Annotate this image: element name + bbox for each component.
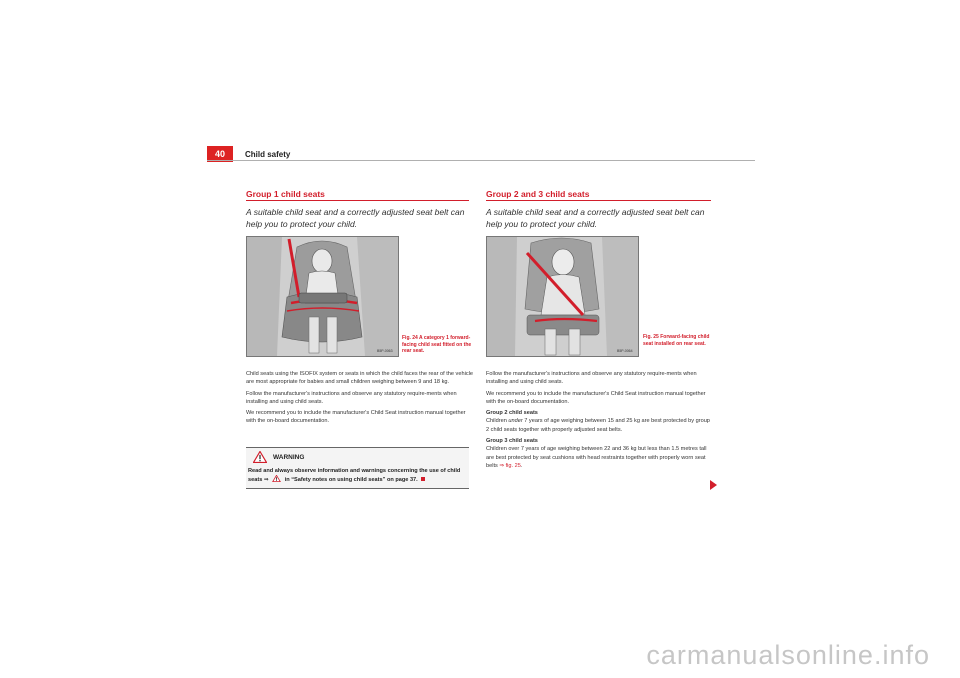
- page-number: 40: [207, 146, 233, 162]
- paragraph-group2: [486, 417, 714, 434]
- paragraph: Follow the manufacturer's instructions and observe any statutory require-ments when installing and using child seats.: [246, 390, 457, 405]
- booster-seat-illustration: [487, 237, 638, 356]
- subheading-group2: Group 2 child seats: [486, 410, 538, 417]
- section-heading-group1: Group 1 child seats: [246, 189, 325, 199]
- figure-25-caption: Fig. 25 Forward-facing child seat installed on rear seat.: [643, 334, 710, 347]
- figure-reference-link[interactable]: ⇒ fig. 25: [499, 462, 521, 469]
- warning-box: [246, 447, 469, 489]
- child-seat-illustration: [247, 237, 398, 356]
- paragraph: We recommend you to include the manufacturer's Child Seat instruction manual together with the on-board documentation.: [246, 410, 466, 425]
- section-heading-group23: Group 2 and 3 child seats: [486, 189, 590, 199]
- emphasis: under: [508, 418, 523, 425]
- paragraph: Child seats using the ISOFIX system or seats in which the child faces the rear of the vehicle are most appropriate for babies and small children weighing between 9 and 18 kg.: [246, 371, 473, 386]
- next-page-arrow-icon[interactable]: [710, 480, 717, 490]
- paragraph: Follow the manufacturer's instructions and observe any statutory require-ments when installing and using child seats.: [486, 371, 697, 386]
- warning-header: [253, 451, 304, 463]
- warning-text-link[interactable]: in “Safety notes on using child seats” on page 37.: [284, 477, 418, 483]
- group23-body: [486, 370, 714, 473]
- section-intro: A suitable child seat and a correctly adjusted seat belt can help you to protect your child.: [246, 207, 465, 229]
- page-header-title: Child safety: [245, 150, 291, 159]
- warning-triangle-icon: [272, 475, 281, 482]
- subheading-group3: Group 3 child seats: [486, 438, 538, 445]
- warning-triangle-icon: [253, 451, 267, 463]
- figure-24-image: [246, 236, 399, 357]
- watermark: [0, 640, 960, 671]
- end-marker-icon: [421, 477, 425, 481]
- figure-code: B5P-0063: [377, 349, 393, 353]
- group1-body: [246, 370, 474, 429]
- figure-code: B5P-0064: [617, 349, 633, 353]
- section-divider: [246, 200, 469, 201]
- text-span: Children over 7 years of age weighing between 22 and 36 kg but less than 1.5 metres tall are best protected by seat cushions with head restraints together with properly worn seat belts: [486, 446, 707, 469]
- figure-24-caption: Fig. 24 A category 1 forward-facing child seat fitted on the rear seat.: [402, 335, 472, 354]
- figure-25-image: [486, 236, 639, 357]
- text-span: Children: [486, 418, 509, 425]
- text-span: .: [520, 462, 523, 469]
- section-intro: A suitable child seat and a correctly adjusted seat belt can help you to protect your child.: [486, 207, 705, 229]
- text-span: 7 years of age weighing between 15 and 25 kg are best protected by group 2 child seats together with properly adjusted seat belts.: [486, 418, 710, 433]
- warning-text-start: Read and always observe information and warnings concerning the use of child seats ⇒: [248, 468, 461, 483]
- section-divider: [486, 200, 711, 201]
- warning-title: WARNING: [273, 453, 305, 461]
- watermark-text: carmanualsonline.info: [646, 640, 930, 670]
- paragraph: We recommend you to include the manufacturer's Child Seat instruction manual together with the on-board documentation.: [486, 390, 706, 405]
- warning-text: [248, 467, 468, 484]
- paragraph-group3: [486, 445, 714, 470]
- header-divider: [207, 160, 755, 161]
